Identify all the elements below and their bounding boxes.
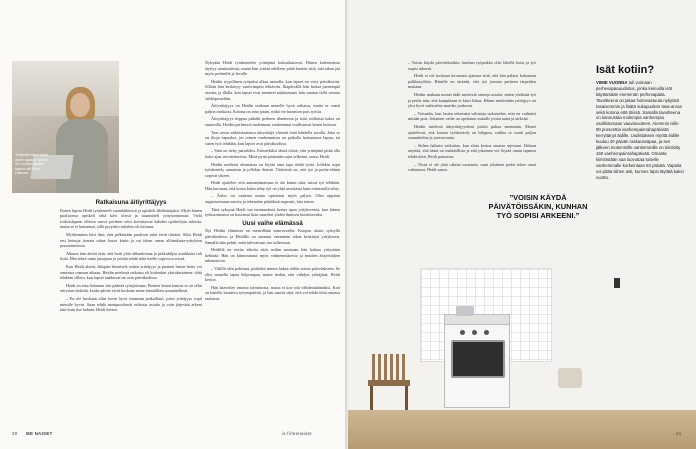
paragraph: – Äitiys on vaatinut mutta opettanut myös paljon. Olen oppinut organisoimaan asioita ja tekemään päätöksiä nopeasti, hän toteaa.	[205, 193, 340, 205]
paragraph: Tänä syksynä Heidi saa ensimmäistä kertaa apua yritykseensä, kun hänen työkuormansa on kasvanut liian suureksi yhden ihmisen hoidettavaksi.	[205, 206, 340, 218]
knob-icon	[472, 330, 477, 335]
paragraph: Kun Heidi aloitti, lähipiiri ihmetteli, miten yrittäjyys ja pienten lasten hoito voi onnistua samaan aikaan. Heidin mielestä ratkaisu oli kuitenkin yksinkertainen: töitä tehdään silloin, kun lapset nukkuvat tai ovat päiväkodissa.	[60, 263, 202, 281]
text-column-1	[60, 197, 202, 315]
page-number-left: 20	[12, 431, 18, 436]
paragraph: Heidillä on useita ideoita siitä, mihin suuntaan hän haluaa yritystään kehittää. Hän on kiinnostunut myös valmennuksesta ja muiden äitiyrittäjien tukemisesta.	[205, 247, 340, 264]
paragraph: Heidin tyypillinen työpäivä alkaa aamulla, kun lapset on viety päiväkotiin. Silloin hän keskittyy vaativimpiin tehtäviin. Iltapäivällä hän hoitaa pienempiä asioita, ja illalla, kun lapset ovat menneet nukkumaan, hän saattaa vielä vastata sähköposteihin.	[205, 78, 340, 101]
magazine-name: ME NAISET	[26, 431, 53, 436]
paragraph: – Voisin käydä päivätöissäkin, kunhan työpaikka olisi lähellä kotia ja työ sopisi arkeeni.	[408, 60, 536, 71]
paragraph: Äitiyrittäjyys riippuu pitkälti perheen tilanteesta ja siitä, millaista tukea on saatavilla. Heidin perheessä molemmat vanhemmat osallistuvat lasten hoitoon.	[205, 116, 340, 127]
paragraph: Nyt Heidin elämässä on meneillään murrosvaihe. Kuopus aloitti syksyllä päiväkodissa, ja Heidille on auennut enemmän aikaa keskittyä yritykseen. Samalla hän pohtii, mitä tulevaisuus tuo tullessaan.	[205, 228, 340, 245]
paragraph: – Siihen halusin vaikuttaa, kun aloin kertoa omasta arjestani. Haluan näyttää, että tämä on mahdollista ja että jokainen voi löytää oman tapansa tehdä töitä, Heidi painottaa.	[408, 142, 536, 159]
oven-door	[451, 340, 505, 378]
section-heading-2: Uusi vaihe elämässä	[242, 219, 303, 227]
paragraph: – En ole koskaan ollut kovin hyvä istumaan paikoillani, joten yrittäjyys sopii minulle hyvin. Saan tehdä monipuolisesti erilaisia asioita ja voin järjestää arkeni niin kuin itse haluan, Heidi kertoo.	[60, 295, 202, 313]
left-page	[0, 0, 346, 449]
paragraph: – Välillä olen pohtinut, pitäisikö minun hakea töihin toisen palvelukseen. Se olisi monella tapaa helpompaa, mutta tiedän, että viihdyn yrittäjänä, Heidi kertoo.	[205, 266, 340, 283]
paragraph: – Sinä on tietty paradoksi. Esimerkiksi iäistä töistä, että yrittäjänä pitää olla koko ajan tavoitettavissa. Minä pyrin pitämään rajat selkeinä, sanoo Heidi.	[205, 148, 340, 159]
play-kitchen-photo	[348, 250, 696, 449]
text-column-2	[205, 60, 340, 304]
paragraph: Heidi ei ole koskaan kuvannut ajatusta siitä, että hän palaisi kokonaan palkkatyöhön. Hänelle on tärkeää, että työ joustaa perheen tarpeiden mukaan.	[408, 73, 536, 90]
sidebar-text: tuli voimaan perhevapaauudistus, jonka keinuilla isät käyttämään enemmän perhevapaita. Tavoitteena on jakaa hoitovastuuta nykyistä tasaisemmin ja lisätä sukupuolten tasa-arvoa sekä kotona että töissä. Samalla tavoitteena on kannustaa molempia vanhempia osallistumaan vauvavuoteen. Aiemmin isille 90 prosenttia vanhempainrahapäivistä kerryttänyt äidille. Uudistuksen myötä äidille kuuluu 40 päivän raskausvapaa, ja sen jälkeen molemmille vanhemmille on kiintiöity 160 vanhempainrahapäivää. Omasta kiintiöstään saa luovuttaa toiselle vanhemmalle korkeintaan 63 päivää. Vapaita voi pitää siihen asti, kunnes lapsi täyttää kaksi vuotta.	[596, 80, 684, 180]
paragraph: Myöhemmin kävi ilmi, että pelkästään puolison tulot eivät riittäisi. Siksi Heidi etsi keinoja tienata rahaa kotoa käsin ja sai idean oman alihankinta-yrityksen perustamisesta.	[60, 231, 202, 249]
toy-bag	[558, 368, 582, 388]
paragraph: Ennen lapsia Heidi työskenteli vaatekitkiossä ja opiskeli lähihoitajaksi. Myös hänen puolisonsa opiskeli sekä kävi töissä ja suunnitteli yritystoimintaa. Vielä esikoislapsen ollessa vauva perheen talot kovastaivat kahden opiskelijan tuloista, mutta se ei haitannut, sillä pysyttiin tuloihin oli tottunut.	[60, 207, 202, 230]
website-url: is.fi/menaiset	[282, 431, 312, 436]
pot-icon	[456, 306, 474, 316]
paragraph: Äitiyrittäjyys on Heidin mukaan monelle hyvä ratkaisu, mutta se vaatii paljon itsekuria. Kotona on aina jotain, mikä vie huomion pois työstä.	[205, 103, 340, 114]
sidebar-title: Isät kotiin?	[596, 64, 655, 76]
paragraph: Hän haaveilee omasta toimistosta, mutta ei koe sitä välttämättömäksi. Koti on hänelle luonteva työympäristö, ja hän nauttii siitä, että voi tehdä töitä omassa rauhassa.	[205, 284, 340, 301]
wooden-chair	[368, 354, 410, 410]
paragraph: – Tässä ei ole yhtä oikeaa vastausta, vaan jokainen perhe tekee omat valintansa, Heidi sanoo.	[408, 161, 536, 173]
pull-quote: ”VOISIN KÄYDÄ PÄIVÄTÖISSÄKIN, KUNHAN TYÖ SOPISI ARKEENI.”	[488, 193, 588, 220]
wooden-floor	[348, 410, 696, 449]
sidebar-lead: VIIME VUONNA	[596, 80, 628, 85]
paragraph: Heidin mukaan monet äidit miettivät samoja asioita: miten yhdistää työ ja perhe niin, että kumpikaan ei kärsi liikaa. Hänen mielestään yrittäjyys on yksi hyvä vaihtoehto muiden joukossa.	[408, 91, 536, 109]
wall-picture	[614, 278, 620, 288]
paragraph: – Toisaalta, kun lasten tekemäni valintoja tarkastelen, niin en vaihtaisi mitään pois. Jokainen vaihe on opettanut minulle jotain uutta ja tärkeää.	[408, 110, 536, 122]
knob-icon	[484, 330, 489, 335]
knob-icon	[460, 330, 465, 335]
photo-caption: ”Keskittymiseni tulee usein rajaksi”, sanoo 34-vuotias kahden lapsen äiti Heidi Halonen.	[15, 153, 48, 176]
portrait-photo	[12, 61, 119, 193]
paragraph: Nykyään Heidi työskentelee yrittäjänä kokoaikaisesti. Hänen kalenterinsa täyttyy asiakastöistä, mutta hän yrittää edelleen pitää huolen siitä, että aikaa jää myös perheelle ja levolle.	[205, 60, 340, 77]
paragraph: Alkuun hän aloitti niin, että hoiti yhtä alihankintaa ja pikkuhiljaa asiakkaita tuli lisää. Hän tekee omia juttujaan ja yrittää tehdä töitä itselle sopivissa erissä.	[60, 250, 202, 262]
paragraph: Heidi on aina halunnut itse päättää työajoistaan. Pienten lasten kanssa se on ollut erityisen tärkeää, koska päivät eivät koskaan mene täsmälleen suunnitellusti.	[60, 282, 202, 294]
paragraph: Heidin mielestä olennaista on löytää oma tapa tehdä työtä. Jollekin sopii työskentely aamuisin ja jollekin iltaisin. Tärkeintä on, että työ ja perhe-elämä sopivat yhteen.	[205, 161, 340, 178]
text-column-3	[408, 60, 536, 175]
sidebar-box	[596, 80, 684, 180]
section-heading-1: Ratkaisuna äitiyrittäjyys	[95, 199, 167, 206]
paragraph: Taas arvon näköiskuitansa äitiyrittäjä yleensä töitä kahdella tavalla. Joko se on iltoja vapaaksi, jos toinen vanhemmista on paikalla hoitamassa lapsia, tai sitten työt tehdään, kun lapset ovat päiväkodissa.	[205, 129, 340, 146]
paragraph: Heidin mielestä äitiyrittäjyydestä pitäisi puhua enemmän. Monet ajattelevat, että kotona työskentely on helppoa, vaikka se vaatii paljon suunnittelua ja joustavuutta.	[408, 123, 536, 141]
paragraph: Heidi ajattelee, että ammattimaisuus ei ole kiinni siitä, missä työ tehdään. Hän korostaa, että kotoa käsin tehty työ on yhtä arvokasta kuin toimistolla tehty.	[205, 180, 340, 191]
page-number-right: 21	[676, 431, 682, 436]
